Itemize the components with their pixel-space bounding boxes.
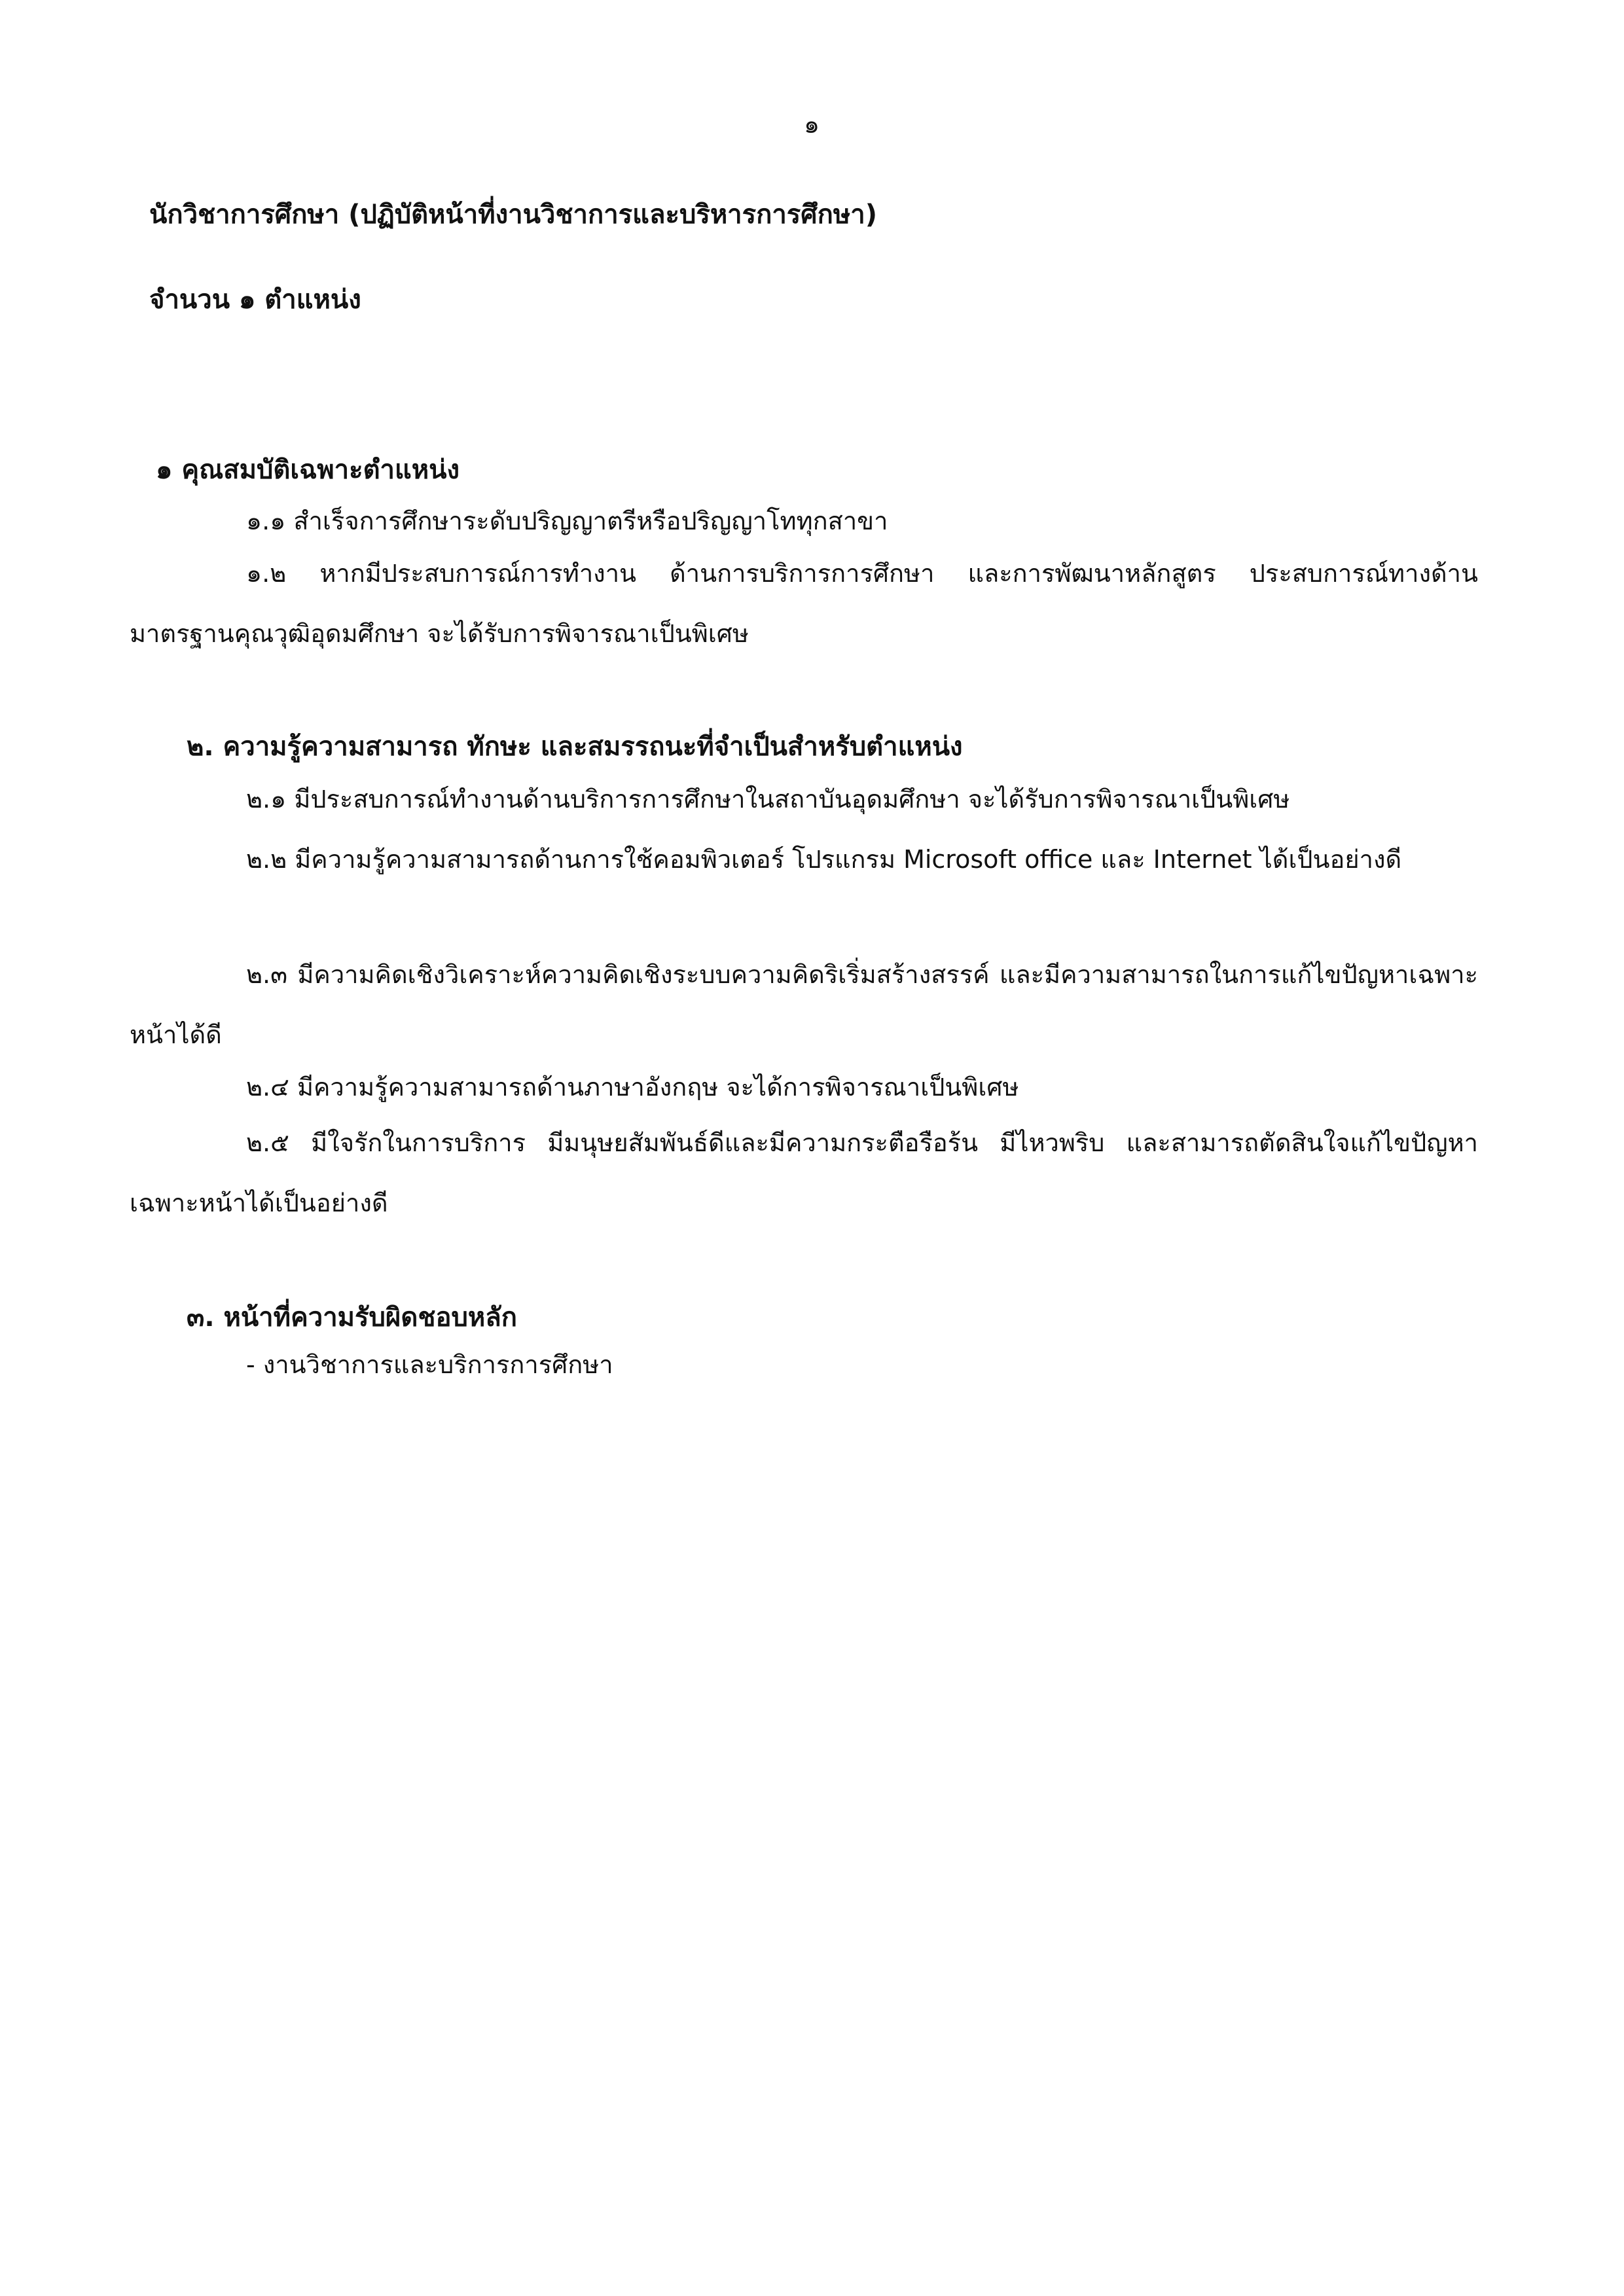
competency-item-2-1: ๒.๑ มีประสบการณ์ทำงานด้านบริการการศึกษาในสถาบันอุดมศึกษา จะได้รับการพิจารณาเป็นพิเศษ bbox=[246, 785, 1290, 814]
competency-item-2-5: ๒.๕ มีใจรักในการบริการ มีมนุษยสัมพันธ์ดีและมีความกระตือรือร้น มีไหวพริบ และสามารถตัดสินใจแก้ไขปัญหาเฉพาะหน้าได้เป็นอย่างดี bbox=[130, 1128, 1478, 1217]
section-heading-qualifications: ๑ คุณสมบัติเฉพาะตำแหน่ง bbox=[156, 455, 460, 485]
qualification-item-1-1: ๑.๑ สำเร็จการศึกษาระดับปริญญาตรีหรือปริญญาโททุกสาขา bbox=[246, 507, 888, 535]
competency-item-2-2: ๒.๒ มีความรู้ความสามารถด้านการใช้คอมพิวเตอร์ โปรแกรม Microsoft office และ Internet ได้เป็นอย่างดี bbox=[246, 845, 1402, 874]
competency-item-2-4: ๒.๔ มีความรู้ความสามารถด้านภาษาอังกฤษ จะได้การพิจารณาเป็นพิเศษ bbox=[246, 1073, 1019, 1102]
section-heading-responsibilities: ๓. หน้าที่ความรับผิดชอบหลัก bbox=[187, 1302, 517, 1333]
position-title: นักวิชาการศึกษา (ปฏิบัติหน้าที่งานวิชาการและบริหารการศึกษา) bbox=[149, 200, 878, 230]
qualification-item-1-2: ๑.๒ หากมีประสบการณ์การทำงาน ด้านการบริการการศึกษา และการพัฒนาหลักสูตร ประสบการณ์ทางด้านมาตรฐานคุณวุฒิอุดมศึกษา จะได้รับการพิจารณาเป็นพิเศษ bbox=[130, 559, 1478, 648]
position-count: จำนวน ๑ ตำแหน่ง bbox=[149, 285, 361, 315]
responsibility-item: - งานวิชาการและบริการการศึกษา bbox=[246, 1350, 613, 1379]
section-heading-competencies: ๒. ความรู้ความสามารถ ทักษะ และสมรรถนะที่จำเป็นสำหรับตำแหน่ง bbox=[187, 732, 963, 762]
competency-item-2-3: ๒.๓ มีความคิดเชิงวิเคราะห์ความคิดเชิงระบบความคิดริเริ่มสร้างสรรค์ และมีความสามารถในการแก้ไขปัญหาเฉพาะหน้าได้ดี bbox=[130, 960, 1478, 1049]
page-number: ๑ bbox=[803, 110, 820, 139]
